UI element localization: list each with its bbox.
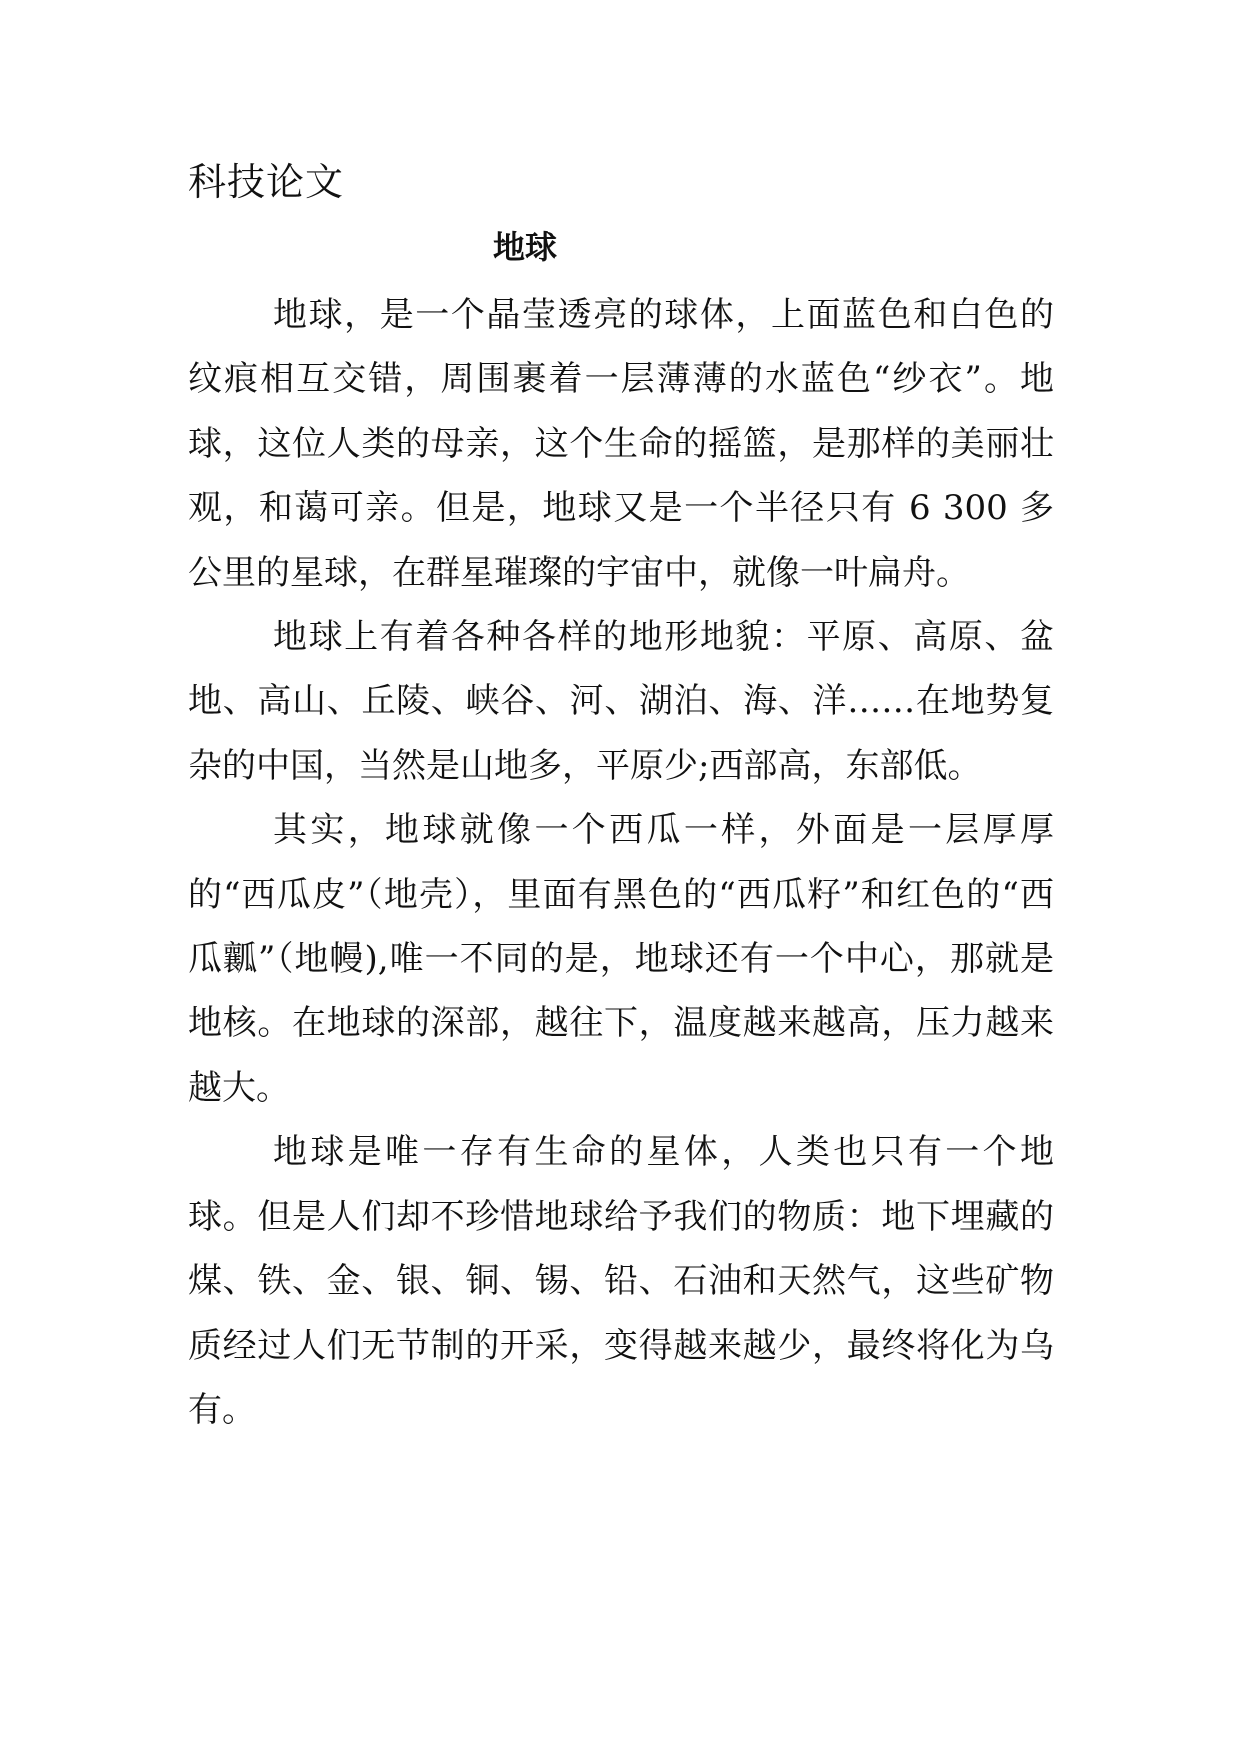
document-heading: 科技论文 — [188, 160, 345, 204]
article-body — [188, 283, 1054, 1442]
paragraph: 地球是唯一存有生命的星体，人类也只有一个地球。但是人们却不珍惜地球给予我们的物质：地下埋藏的煤、铁、金、银、铜、锡、铅、石油和天然气，这些矿物质经过人们无节制的开采，变得越来越少，最终将化为乌有。 — [188, 1132, 1054, 1430]
paragraph: 地球，是一个晶莹透亮的球体，上面蓝色和白色的纹痕相互交错，周围裹着一层薄薄的水蓝色“纱衣”。地球，这位人类的母亲，这个生命的摇篮，是那样的美丽壮观，和蔼可亲。但是，地球又是一个半径只有 6 300 多公里的星球，在群星璀璨的宇宙中，就像一叶扁舟。 — [188, 295, 1054, 593]
paragraph: 其实，地球就像一个西瓜一样，外面是一层厚厚的“西瓜皮”（地壳），里面有黑色的“西瓜籽”和红色的“西瓜瓤”（地幔),唯一不同的是，地球还有一个中心，那就是地核。在地球的深部，越往下，温度越来越高，压力越来越大。 — [188, 810, 1054, 1108]
paragraph: 地球上有着各种各样的地形地貌：平原、高原、盆地、高山、丘陵、峡谷、河、湖泊、海、洋……在地势复杂的中国，当然是山地多，平原少;西部高，东部低。 — [188, 617, 1054, 786]
article-title: 地球 — [492, 228, 557, 266]
